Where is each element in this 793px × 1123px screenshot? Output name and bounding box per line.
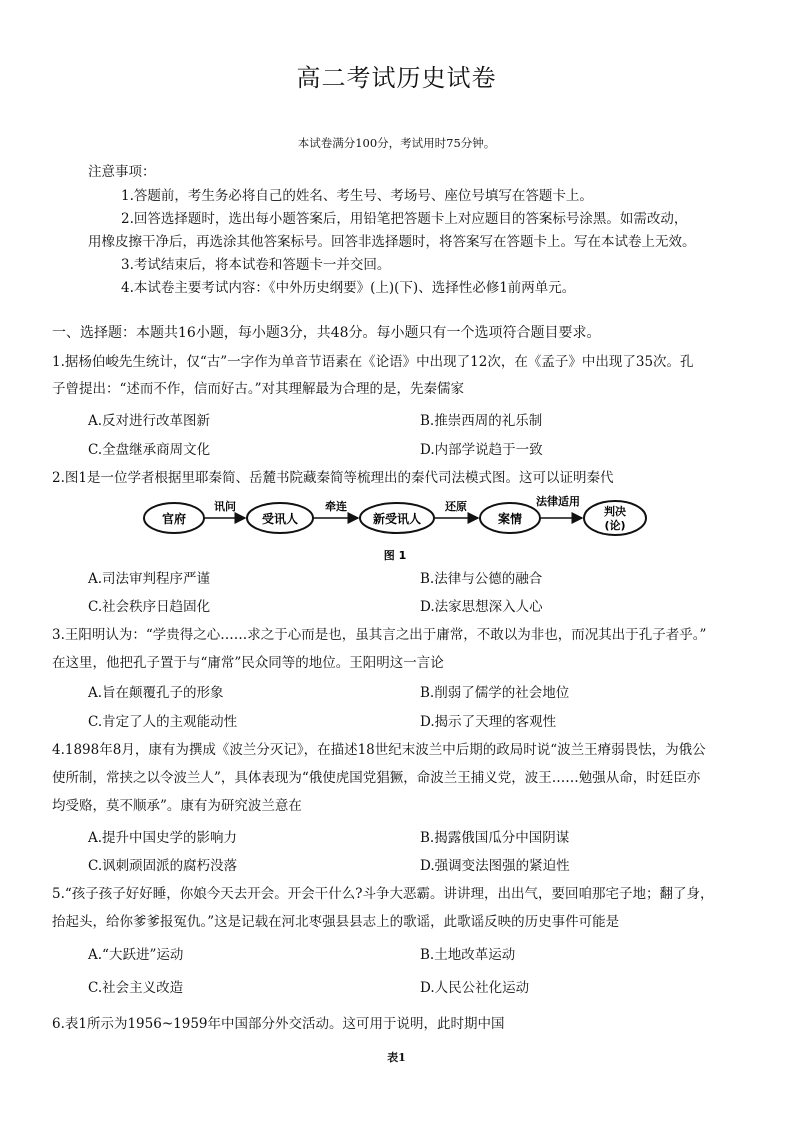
notice-line-1: 1.答题前，考生务必将自己的姓名、考生号、考场号、座位号填写在答题卡上。 xyxy=(121,188,593,204)
judicial-flow-diagram xyxy=(130,493,650,563)
q1-option-a[interactable]: A.反对进行改革图新 xyxy=(88,413,211,429)
q5-option-a[interactable]: A.“大跃进”运动 xyxy=(88,947,184,963)
question-3-line-2: 在这里，他把孔子置于与“庸常”民众同等的地位。王阳明这一言论 xyxy=(52,655,444,671)
q5-option-d[interactable]: D.人民公社化运动 xyxy=(420,980,530,996)
notice-line-5: 4.本试卷主要考试内容：《中外历史纲要》(上)(下)、选择性必修1前两单元。 xyxy=(121,280,576,296)
q4-option-b[interactable]: B.揭露俄国瓜分中国阴谋 xyxy=(420,830,570,846)
arrow-1-label: 讯问 xyxy=(214,500,236,513)
q2-option-c[interactable]: C.社会秩序日趋固化 xyxy=(88,599,211,615)
node-new-interrogee-label: 新受讯人 xyxy=(372,512,422,526)
notice-line-4: 3.考试结束后，将本试卷和答题卡一并交回。 xyxy=(121,257,391,273)
node-new-interrogee xyxy=(360,503,434,533)
section-heading: 一、选择题：本题共16小题，每小题3分，共48分。每小题只有一个选项符合题目要求。 xyxy=(52,325,601,341)
q5-option-c[interactable]: C.社会主义改造 xyxy=(88,980,184,996)
table-caption: 表1 xyxy=(387,1051,406,1064)
arrow-2-label: 牵连 xyxy=(325,500,347,513)
notice-line-2: 2.回答选择题时，选出每小题答案后，用铅笔把答题卡上对应题目的答案标号涂黑。如需改动， xyxy=(121,211,688,227)
node-verdict xyxy=(584,501,646,535)
arrow-4-label: 法律适用 xyxy=(536,495,580,508)
notice-line-3: 用橡皮擦干净后，再选涂其他答案标号。回答非选择题时，将答案写在答题卡上。写在本试卷上无效。 xyxy=(88,234,696,250)
node-case-facts-label: 案情 xyxy=(497,512,523,526)
node-verdict-label-1: 判决 xyxy=(604,505,626,518)
q3-option-b[interactable]: B.削弱了儒学的社会地位 xyxy=(420,685,570,701)
question-4-line-2: 使所制，常挟之以令波兰人”，具体表现为“俄使虎国党猖獗，命波兰王捕义党，波王……勉强从命，时廷臣亦 xyxy=(52,770,701,786)
q1-option-c[interactable]: C.全盘继承商周文化 xyxy=(88,442,211,458)
question-5-line-2: 抬起头，给你爹爹报冤仇。”这是记载在河北枣强县县志上的歌谣，此歌谣反映的历史事件可能是 xyxy=(52,914,620,930)
q2-option-a[interactable]: A.司法审判程序严谨 xyxy=(88,571,211,587)
question-4-line-3: 均受赂，莫不顺承”。康有为研究波兰意在 xyxy=(52,798,302,814)
node-official xyxy=(144,503,204,533)
q4-option-d[interactable]: D.强调变法图强的紧迫性 xyxy=(420,858,570,874)
q2-option-b[interactable]: B.法律与公德的融合 xyxy=(420,571,543,587)
question-4-line-1: 4.1898年8月，康有为撰成《波兰分灭记》，在描述18世纪末波兰中后期的政局时说“波兰王瘠弱畏怯，为俄公 xyxy=(52,742,706,758)
q3-option-d[interactable]: D.揭示了天理的客观性 xyxy=(420,714,557,730)
question-2-line-1: 2.图1是一位学者根据里耶秦简、岳麓书院藏秦简等梳理出的秦代司法模式图。这可以证明秦代 xyxy=(52,470,614,486)
question-1-line-1: 1.据杨伯峻先生统计，仅“古”一字作为单音节语素在《论语》中出现了12次，在《孟子》中出现了35次。孔 xyxy=(52,354,694,370)
node-interrogee-label: 受讯人 xyxy=(261,512,299,526)
question-6-line-1: 6.表1所示为1956~1959年中国部分外交活动。这可用于说明，此时期中国 xyxy=(52,1016,505,1032)
page-title: 高二考试历史试卷 xyxy=(296,64,497,92)
q3-option-a[interactable]: A.旨在颠覆孔子的形象 xyxy=(88,685,224,701)
question-1-line-2: 子曾提出：“述而不作，信而好古。”对其理解最为合理的是，先秦儒家 xyxy=(52,381,465,397)
q1-option-d[interactable]: D.内部学说趋于一致 xyxy=(420,442,543,458)
node-verdict-label-2: (论) xyxy=(604,519,626,532)
node-interrogee xyxy=(247,503,313,533)
q5-option-b[interactable]: B.土地改革运动 xyxy=(420,947,516,963)
figure-caption: 图 1 xyxy=(383,549,407,562)
question-3-line-1: 3.王阳明认为：“学贵得之心……求之于心而是也，虽其言之出于庸常，不敢以为非也，而况其出于孔子者乎。” xyxy=(52,627,707,643)
q2-option-d[interactable]: D.法家思想深入人心 xyxy=(420,599,543,615)
q3-option-c[interactable]: C.肯定了人的主观能动性 xyxy=(88,714,238,730)
node-official-label: 官府 xyxy=(161,512,187,526)
exam-subtitle: 本试卷满分100分，考试用时75分钟。 xyxy=(297,136,496,150)
notice-heading: 注意事项： xyxy=(88,164,156,180)
q4-option-c[interactable]: C.讽刺顽固派的腐朽没落 xyxy=(88,858,238,874)
question-5-line-1: 5.“孩子孩子好好睡，你娘今天去开会。开会干什么?斗争大恶霸。讲讲理，出出气，要回咱那宅子地；翻了身， xyxy=(52,886,714,902)
q4-option-a[interactable]: A.提升中国史学的影响力 xyxy=(88,830,238,846)
q1-option-b[interactable]: B.推崇西周的礼乐制 xyxy=(420,413,543,429)
arrow-3-label: 还原 xyxy=(445,500,467,513)
node-case-facts xyxy=(480,503,540,533)
